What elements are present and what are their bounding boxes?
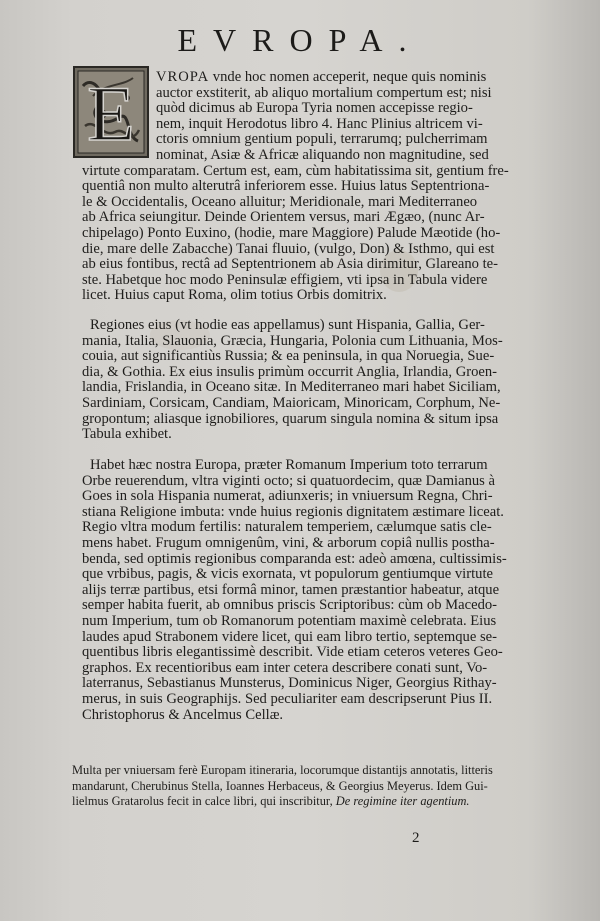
text-line: quòd dicimus ab Europa Tyria nomen accepisse regio- [156, 100, 473, 117]
text-line: semper habita fuerit, ab omnibus priscis Scriptoribus: cùm ob Macedo- [82, 597, 498, 614]
text-line: chipelago) Ponto Euxino, (hodie, mare Maggiore) Palude Mæotide (ho- [82, 224, 501, 241]
text-line: Orbe reuerendum, vltra viginti octo; si quatuordecim, quæ Damianus à [82, 472, 495, 489]
text-line: quentiâ non multo alterutrâ inferiorem esse. Huius latus Septentriona- [82, 178, 490, 195]
text-line: quentibus libris elegantissimè describit. Vide etiam ceteros veteres Geo- [82, 644, 503, 661]
text-line: alijs terræ partibus, etsi formâ minor, tamen præstantior habeatur, atque [82, 581, 500, 598]
text-line: mens habet. Frugum omnigenûm, vini, & arborum copiâ nullis postha- [82, 534, 495, 551]
text-line: virtute comparatam. Certum est, eam, cùm habitatissima sit, gentium fre- [82, 162, 509, 179]
text-line: Christophorus & Ancelmus Cellæ. [82, 706, 284, 723]
text-line: dia, & Gothia. Ex eius insulis primùm occurrit Anglia, Irlandia, Groen- [82, 363, 498, 380]
text-line: nominat, Asiæ & Africæ aliquando non magnitudine, sed [156, 146, 489, 163]
text-line: merus, in suis Geographijs. Sed peculiariter eam descripserunt Pius II. [82, 690, 493, 707]
text-line: mania, Italia, Slauonia, Græcia, Hungaria, Polonia cum Lithuania, Mos- [82, 332, 503, 349]
lead-word: VROPA [156, 69, 210, 85]
footnote-line: Multa per vniuersam ferè Europam itineraria, locorumque distantijs annotatis, litteris [72, 763, 493, 777]
text-line: ctoris omnium gentium populi, terrarumq; pulcherrimam [156, 131, 488, 148]
text-line: laudes apud Strabonem videre licet, qui eam libro tertio, septemque se- [82, 628, 497, 645]
text-line: gropontum; aliasque ignobiliores, quarum singula nomina & situm ipsa [82, 410, 499, 427]
page-number: 2 [412, 830, 420, 846]
text-line-content: vnde hoc nomen acceperit, neque quis nominis [212, 69, 487, 85]
page-heading: EVROPA. [177, 22, 423, 58]
footnote [72, 763, 542, 810]
paragraph-1 [82, 70, 542, 304]
text-line: landia, Frislandia, in Oceano sitæ. In Mediterraneo mari habet Siciliam, [82, 379, 501, 396]
text-line: que vrbibus, pagis, & vicis exornata, vt populorum gentiumque virtute [82, 566, 493, 583]
text-line: ab eius fontibus, rectâ ad Septentrionem ab Asia dirimitur, Glareano te- [82, 256, 499, 273]
text-line: Goes in sola Hispania numerat, adiunxeris; in vniuersum Regna, Chri- [82, 488, 493, 505]
footnote-line: mandarunt, Cherubinus Stella, Ioannes Herbaceus, & Georgius Meyerus. Idem Gui- [72, 778, 488, 793]
footnote-book-title: De regimine iter agentium. [335, 794, 470, 809]
text-line: ste. Habetque hoc modo Peninsulæ effigiem, vti ipsa in Tabula videre [82, 271, 488, 288]
text-line: stiana Religione imbuta: vnde huius regionis dignitatem æstimare liceat. [82, 503, 504, 520]
text-line: Tabula exhibet. [82, 426, 172, 443]
text-line: auctor exstiterit, ab aliquo mortalium compertum est; nisi [156, 84, 492, 101]
text-line: die, mare delle Zabacche) Tanai fluuio, (vulgo, Don) & Isthmo, qui est [82, 240, 495, 257]
paragraph-2 [82, 318, 542, 443]
footnote-line [72, 794, 542, 810]
text-line: num Imperium, tum ob Romanorum potentiam maximè celebrata. Eius [82, 612, 497, 629]
text-line: Sardiniam, Corsicam, Candiam, Maioricam, Minoricam, Corphum, Ne- [82, 394, 501, 411]
text-line: benda, sed optimis regionibus comparanda est: adeò amœna, cultissimis- [82, 550, 507, 567]
text-line: Habet hæc nostra Europa, præter Romanum Imperium toto terrarum [90, 457, 488, 473]
text-line: Regiones eius (vt hodie eas appellamus) sunt Hispania, Gallia, Ger- [90, 317, 485, 333]
text-line: ab Africa seiungitur. Deinde Orientem versus, mari Ægæo, (nunc Ar- [82, 209, 485, 226]
text-line: Regio vltra modum fertilis: naturalem temperiem, cælumque satis cle- [82, 519, 492, 536]
text-line: laterranus, Sebastianus Munsterus, Dominicus Niger, Georgius Rithay- [82, 675, 497, 692]
text-line: graphos. Ex recentioribus eam inter cetera describere conati sunt, Vo- [82, 659, 488, 676]
footnote-line-content: lielmus Gratarolus fecit in calce libri, qui inscribitur, [72, 794, 333, 809]
initial-letter: E [87, 70, 135, 157]
text-line: couia, aut significantiùs Russia; & ea peninsula, in qua Noruegia, Sue- [82, 348, 495, 365]
text-line: le & Occidentalis, Oceano alluitur; Meridionale, mari Mediterraneo [82, 193, 478, 210]
text-line [82, 70, 542, 86]
paragraph-3 [82, 458, 542, 723]
text-line: licet. Huius caput Roma, olim totius Orbis domitrix. [82, 287, 387, 304]
text-line: nem, inquit Herodotus libro 4. Hanc Plinius altricem vi- [156, 115, 483, 132]
